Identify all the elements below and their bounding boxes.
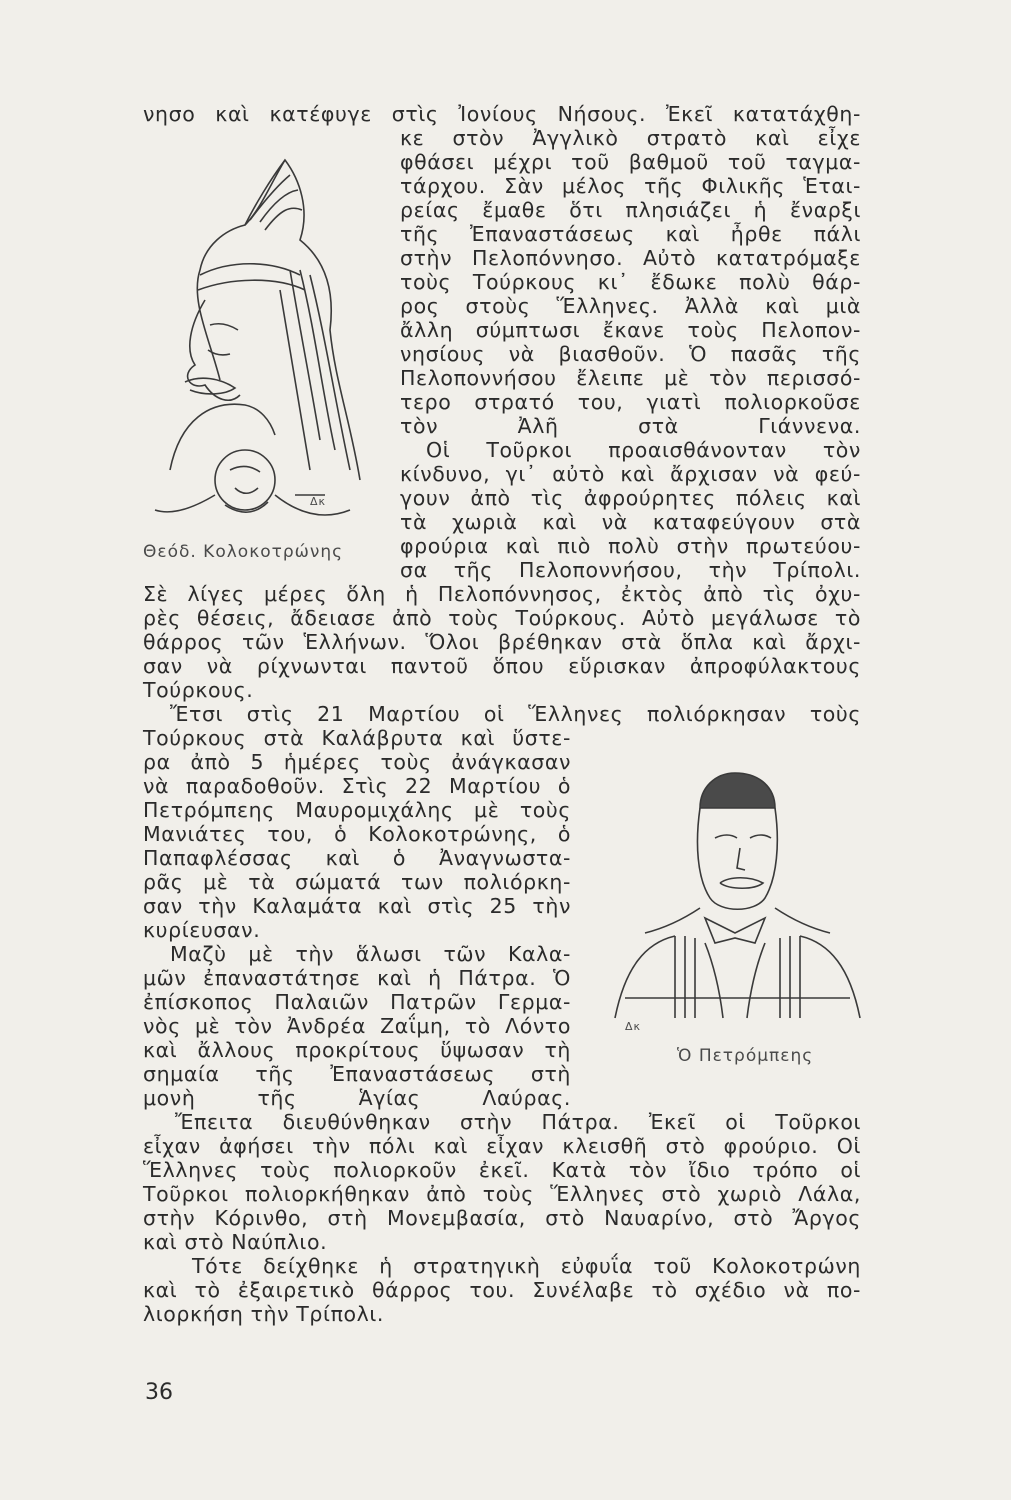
text-line: τοὺς Τούρκους κι᾿ ἔδωκε πολὺ θάρ-	[400, 270, 861, 294]
text-line: στὴν Πελοπόννησο. Αὐτὸ κατατρόμαξε	[400, 246, 861, 270]
text-line: ρείας ἔμαθε ὅτι πλησιάζει ἡ ἔναρξι	[400, 198, 861, 222]
text-line: Τότε δείχθηκε ἡ στρατηγικὴ εὐφυΐα τοῦ Κολοκοτρώνη	[192, 1254, 861, 1278]
text-line: Μαζὺ μὲ τὴν ἅλωσι τῶν Καλα-	[170, 942, 571, 966]
text-line: ρος στοὺς Ἕλληνες. Ἀλλὰ καὶ μιὰ	[400, 294, 861, 318]
text-line: νησο καὶ κατέφυγε στὶς Ἰονίους Νήσους. Ἐκεῖ κατατάχθη-	[143, 102, 861, 126]
text-line: εἶχαν ἀφήσει τὴν πόλι καὶ εἶχαν κλεισθῆ στὸ φρούριο. Οἱ	[143, 1134, 861, 1158]
text-line: Τοῦρκοι πολιορκήθηκαν ἀπὸ τοὺς Ἕλληνες στὸ χωριὸ Λάλα,	[143, 1182, 861, 1206]
text-line: Ἔπειτα διευθύνθηκαν στὴν Πάτρα. Ἐκεῖ οἱ Τοῦρκοι	[175, 1110, 861, 1134]
text-line: νὸς μὲ τὸν Ἀνδρέα Ζαΐμη, τὸ Λόντο	[143, 1014, 571, 1038]
signature-left: Δκ	[310, 495, 327, 508]
text-line: μῶν ἐπαναστάτησε καὶ ἡ Πάτρα. Ὁ	[143, 966, 571, 990]
page-number: 36	[145, 1380, 173, 1405]
text-line: τὸν Ἀλῆ στὰ Γιάννενα.	[400, 414, 861, 438]
text-line: ρᾶς μὲ τὰ σώματά των πολιόρκη-	[143, 870, 571, 894]
text-line: ρα ἀπὸ 5 ἡμέρες τοὺς ἀνάγκασαν	[143, 750, 571, 774]
text-line: ἐπίσκοπος Παλαιῶν Πατρῶν Γερμα-	[143, 990, 571, 1014]
kolokotronis-portrait	[150, 150, 380, 535]
text-line: σαν τὴν Καλαμάτα καὶ στὶς 25 τὴν	[143, 894, 571, 918]
text-line: Ἕλληνες τοὺς πολιορκοῦν ἐκεῖ. Κατὰ τὸν ἴδιο τρόπο οἱ	[143, 1158, 861, 1182]
text-line: θάρρος τῶν Ἑλλήνων. Ὅλοι βρέθηκαν στὰ ὅπλα καὶ ἄρχι-	[143, 630, 861, 654]
text-line: Ἔτσι στὶς 21 Μαρτίου οἱ Ἕλληνες πολιόρκησαν τοὺς	[170, 702, 861, 726]
text-line: καὶ ἄλλους προκρίτους ὕψωσαν τὴ	[143, 1038, 571, 1062]
text-line: ρὲς θέσεις, ἄδειασε ἀπὸ τοὺς Τούρκους. Αὐτὸ μεγάλωσε τὸ	[143, 606, 861, 630]
text-line: κυρίευσαν.	[143, 918, 261, 942]
text-line: κε στὸν Ἀγγλικὸ στρατὸ καὶ εἶχε	[400, 126, 861, 150]
text-line: ἄλλη σύμπτωσι ἔκανε τοὺς Πελοπον-	[400, 318, 861, 342]
text-line: σημαία τῆς Ἐπαναστάσεως στὴ	[143, 1062, 571, 1086]
text-line: Παπαφλέσσας καὶ ὁ Ἀναγνωστα-	[143, 846, 571, 870]
text-line: σαν νὰ ρίχνωνται παντοῦ ὅπου εὕρισκαν ἀπροφύλακτους	[143, 654, 861, 678]
text-line: Τούρκους στὰ Καλάβρυτα καὶ ὕστε-	[143, 726, 571, 750]
text-line: Μανιάτες του, ὁ Κολοκοτρώνης, ὁ	[143, 822, 571, 846]
text-line: Οἱ Τοῦρκοι προαισθάνονταν τὸν	[426, 438, 861, 462]
text-line: καὶ στὸ Ναύπλιο.	[143, 1230, 328, 1254]
text-line: Πελοποννήσου ἔλειπε μὲ τὸν περισσό-	[400, 366, 861, 390]
text-line: λιορκήση τὴν Τρίπολι.	[143, 1302, 385, 1326]
petrobey-caption: Ὁ Πετρόμπεης	[677, 1046, 814, 1066]
text-line: γουν ἀπὸ τὶς ἀφρούρητες πόλεις καὶ	[400, 486, 861, 510]
text-line: καὶ τὸ ἐξαιρετικὸ θάρρος του. Συνέλαβε τὸ σχέδιο νὰ πο-	[143, 1278, 861, 1302]
text-line: νὰ παραδοθοῦν. Στὶς 22 Μαρτίου ὁ	[143, 774, 571, 798]
text-line: φρούρια καὶ πιὸ πολὺ στὴν πρωτεύου-	[400, 534, 861, 558]
text-line: κίνδυνο, γι᾿ αὐτὸ καὶ ἄρχισαν νὰ φεύ-	[400, 462, 861, 486]
text-line: φθάσει μέχρι τοῦ βαθμοῦ τοῦ ταγμα-	[400, 150, 861, 174]
text-line: τῆς Ἐπαναστάσεως καὶ ἦρθε πάλι	[400, 222, 861, 246]
text-line: τάρχου. Σὰν μέλος τῆς Φιλικῆς Ἑται-	[400, 174, 861, 198]
text-line: στὴν Κόρινθο, στὴ Μονεμβασία, στὸ Ναυαρίνο, στὸ Ἄργος	[143, 1206, 861, 1230]
text-line: Τούρκους.	[143, 678, 254, 702]
kolokotronis-caption: Θεόδ. Κολοκοτρώνης	[143, 542, 344, 562]
text-line: μονὴ τῆς Ἁγίας Λαύρας.	[143, 1086, 571, 1110]
text-line: Πετρόμπεης Μαυρομιχάλης μὲ τοὺς	[143, 798, 571, 822]
signature-right: Δκ	[625, 1020, 642, 1033]
petrobey-portrait	[605, 768, 870, 1030]
text-line: Σὲ λίγες μέρες ὅλη ἡ Πελοπόννησος, ἐκτὸς ἀπὸ τὶς ὀχυ-	[143, 582, 861, 606]
text-line: τὰ χωριὰ καὶ νὰ καταφεύγουν στὰ	[400, 510, 861, 534]
text-line: τερο στρατό του, γιατὶ πολιορκοῦσε	[400, 390, 861, 414]
text-line: σα τῆς Πελοποννήσου, τὴν Τρίπολι.	[400, 558, 861, 582]
text-line: νησίους νὰ βιασθοῦν. Ὁ πασᾶς τῆς	[400, 342, 861, 366]
